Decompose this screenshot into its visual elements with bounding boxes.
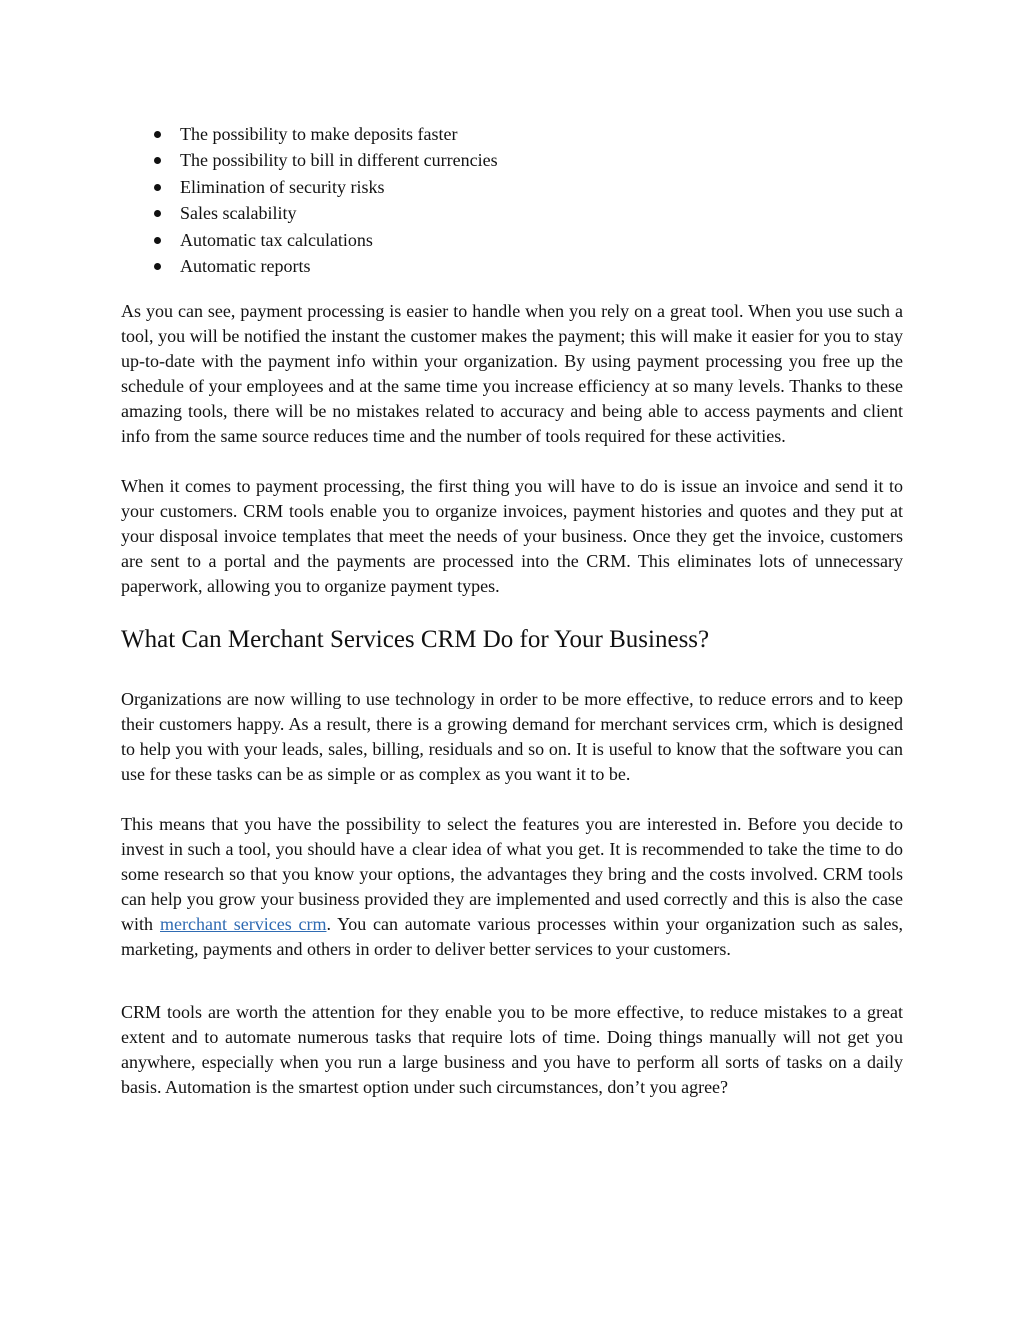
paragraph-select-features: [121, 812, 903, 962]
bullet-dot-icon: [154, 184, 161, 191]
bullet-item: [121, 174, 903, 200]
paragraph-payment-tool: As you can see, payment processing is easier to handle when you rely on a great tool. When you use such a tool, you will be notified the instant the customer makes the payment; this will make it easier for you to stay up-to-date with the payment info within your organization. By using payment processing you free up the schedule of your employees and at the same time you increase efficiency at so many levels. Thanks to these amazing tools, there will be no mistakes related to accuracy and being able to access payments and client info from the same source reduces time and the number of tools required for these activities.: [121, 301, 903, 447]
paragraph-invoicing: When it comes to payment processing, the first thing you will have to do is issue an invoice and send it to your customers. CRM tools enable you to organize invoices, payment histories and quotes and they put at your disposal invoice templates that meet the needs of your business. Once they get the invoice, customers are sent to a portal and the payments are processed into the CRM. This eliminates lots of unnecessary paperwork, allowing you to organize payment types.: [121, 476, 903, 597]
bullet-item: [121, 200, 903, 226]
bullet-dot-icon: [154, 157, 161, 164]
paragraph-text-after-link: . You can automate various processes within your organization such as sales, marketing, payments and others in order to deliver better services to your customers.: [121, 914, 904, 960]
bullet-text: Automatic reports: [180, 255, 311, 276]
bullet-item: [121, 253, 903, 279]
paragraph-technology-demand: Organizations are now willing to use technology in order to be more effective, to reduce errors and to keep their customers happy. As a result, there is a growing demand for merchant services crm, which is designed to help you with your leads, sales, billing, residuals and so on. It is useful to know that the software you can use for these tasks can be as simple or as complex as you want it to be.: [121, 689, 903, 785]
bullet-text: Automatic tax calculations: [180, 229, 373, 250]
bullet-text: The possibility to bill in different currencies: [180, 150, 498, 171]
bullet-text: The possibility to make deposits faster: [180, 124, 458, 144]
bullet-item: [121, 147, 903, 173]
bullet-dot-icon: [154, 210, 161, 217]
bullet-item: [121, 227, 903, 253]
feature-bullet-list: [121, 121, 903, 279]
merchant-services-crm-link[interactable]: merchant services crm: [160, 914, 327, 935]
bullet-dot-icon: [154, 263, 161, 270]
bullet-text: Sales scalability: [180, 203, 297, 224]
bullet-text: Elimination of security risks: [180, 176, 385, 197]
document-page: [121, 121, 903, 1125]
paragraph-automation: CRM tools are worth the attention for they enable you to be more effective, to reduce mistakes to a great extent and to automate numerous tasks that require lots of time. Doing things manually will not get you anywhere, especially when you run a large business and you have to perform all sorts of tasks on a daily basis. Automation is the smartest option under such circumstances, don’t you agree?: [121, 1002, 903, 1098]
bullet-dot-icon: [154, 237, 161, 244]
paragraph-text-before-link: This means that you have the possibility to select the features you are interested in. Before you decide to invest in such a tool, you should have a clear idea of what you get. It is recommended to take the time to do some research so that you know your options, the advantages they bring and the costs involved. CRM tools can help you grow your business provided they are implemented and used correctly and this is also the case with: [121, 814, 903, 935]
section-heading: What Can Merchant Services CRM Do for Your Business?: [121, 626, 710, 654]
bullet-dot-icon: [154, 131, 161, 138]
bullet-item: [121, 121, 903, 147]
